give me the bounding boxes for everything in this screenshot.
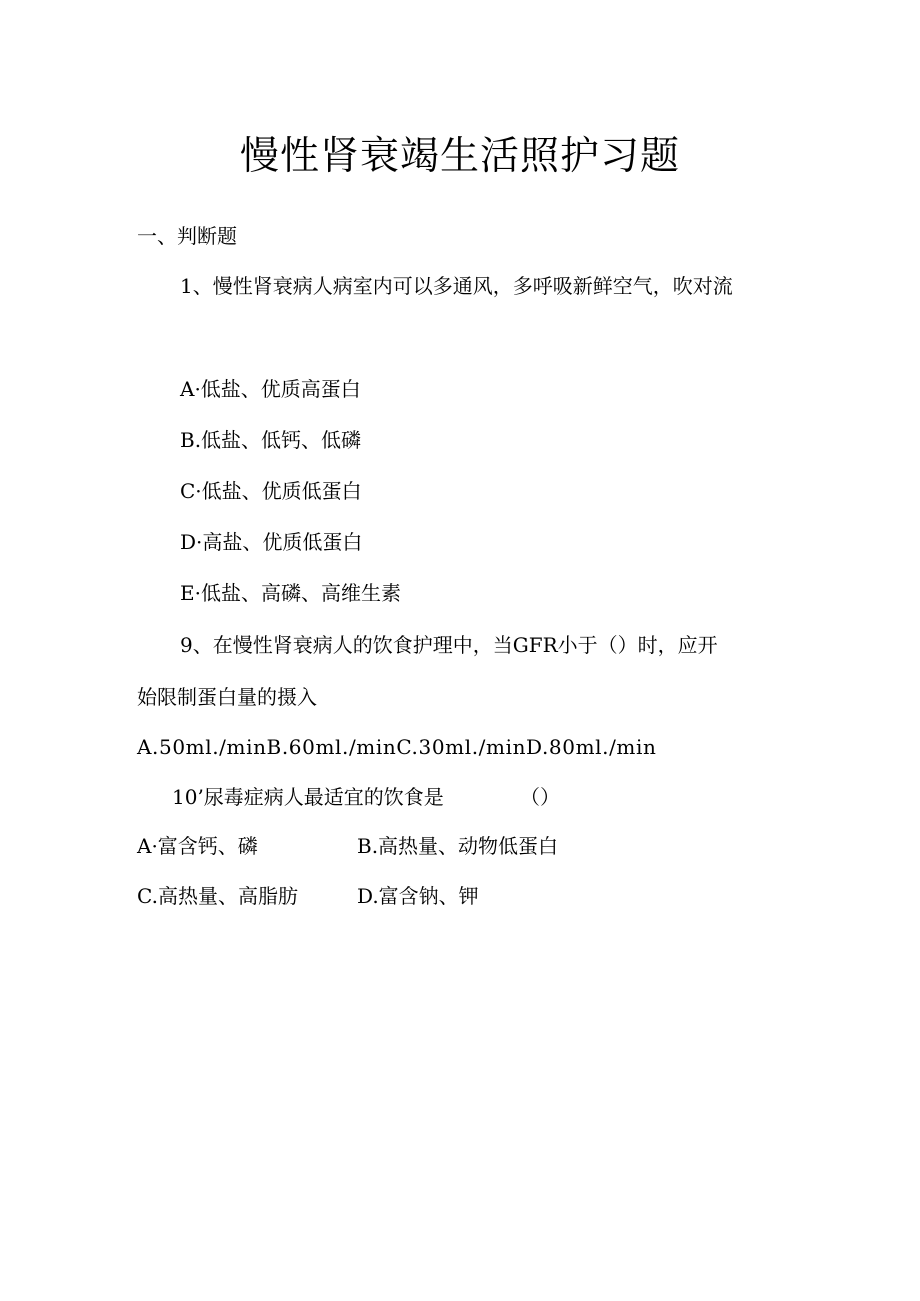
question-9-options: A.50ml./minB.60ml./minC.30ml./minD.80ml./min bbox=[137, 735, 657, 759]
question-10-blank: （） bbox=[520, 785, 560, 809]
section-heading: 一、判断题 bbox=[137, 224, 237, 248]
question-10-stem: 10’尿毒症病人最适宜的饮食是 bbox=[172, 785, 444, 809]
question-10-option-a: A·富含钙、磷 bbox=[137, 834, 258, 858]
option-d: D·高盐、优质低蛋白 bbox=[180, 530, 363, 554]
question-10-option-b: B.高热量、动物低蛋白 bbox=[357, 834, 559, 858]
question-1-text: 1、慢性肾衰病人病室内可以多通风，多呼吸新鲜空气，吹对流 bbox=[180, 274, 733, 298]
option-e: E·低盐、高磷、高维生素 bbox=[180, 581, 401, 605]
question-10-option-c: C.高热量、高脂肪 bbox=[137, 884, 298, 908]
question-9-line-2: 始限制蛋白量的摄入 bbox=[137, 685, 317, 709]
question-9-line-1: 9、在慢性肾衰病人的饮食护理中，当GFR小于（）时，应开 bbox=[180, 633, 718, 657]
option-c: C·低盐、优质低蛋白 bbox=[180, 479, 362, 503]
question-10-option-d: D.富含钠、钾 bbox=[357, 884, 479, 908]
option-a: A·低盐、优质高蛋白 bbox=[180, 377, 361, 401]
page-title: 慢性肾衰竭生活照护习题 bbox=[239, 134, 680, 179]
option-b: B.低盐、低钙、低磷 bbox=[180, 428, 362, 452]
